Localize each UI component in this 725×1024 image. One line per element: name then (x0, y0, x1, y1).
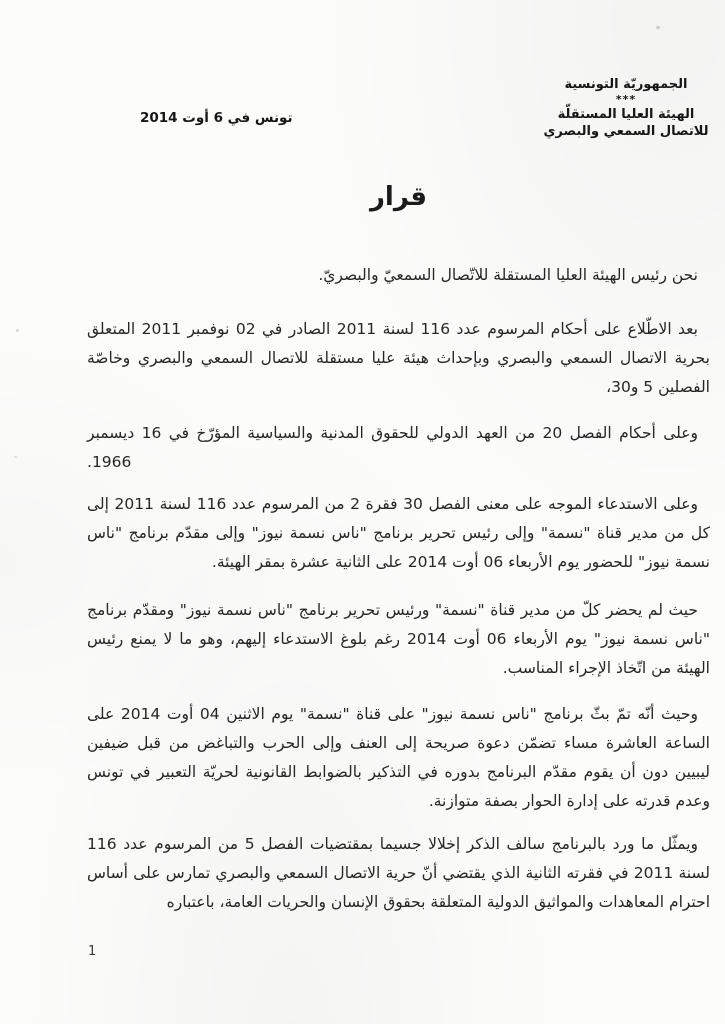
paragraph-covenant-line-1: وعلى أحكام الفصل 20 من العهد الدولي للحقوق المدنية والسياسية المؤرّخ في 16 ديسمبر (87, 424, 698, 442)
scan-speck (14, 456, 17, 458)
scan-speck (656, 26, 660, 29)
paragraph-covenant-line-2: 1966. (87, 453, 132, 471)
paragraph-decree-116: بعد الاطّلاع على أحكام المرسوم عدد 116 لسنة 2011 الصادر في 02 نوفمبر 2011 المتعلق بحرية الاتصال السمعي والبصري وبإحداث هيئة عليا مستقلة للاتصال السمعي والبصري وخاصّة الفصلين 5 و30، (87, 320, 710, 396)
opening-line: نحن رئيس الهيئة العليا المستقلة للاتّصال السمعيّ والبصريّ. (318, 266, 698, 284)
page-number: 1 (88, 944, 97, 959)
letterhead (540, 76, 712, 141)
paragraph-broadcast-violation: وحيث أنّه تمّ بثّ برنامج "ناس نسمة نيوز" على قناة "نسمة" يوم الاثنين 04 أوت 2014 على الساعة العاشرة مساء تضمّن دعوة صريحة إلى العنف وإلى الحرب والتباغض من قبل ضيفين ليبيين دون أن يقوم مقدّم البرنامج بدوره في التذكير بالضوابط القانونية لحريّة التعبير في تونس وعدم قدرته على إدارة الحوار بصفة متوازنة. (87, 705, 710, 810)
paragraph-non-appearance: حيث لم يحضر كلّ من مدير قناة "نسمة" ورئيس تحرير برنامج "ناس نسمة نيوز" ومقدّم برنامج "ناس نسمة نيوز" يوم الأربعاء 06 أوت 2014 رغم بلوغ الاستدعاء إليهم، وهو ما لا يمنع رئيس الهيئة من اتّخاذ الإجراء المناسب. (87, 601, 710, 677)
letterhead-republic: الجمهوريّة التونسية (564, 77, 688, 92)
document-title: قرار (369, 182, 428, 212)
paragraph-summons: وعلى الاستدعاء الموجه على معنى الفصل 30 فقرة 2 من المرسوم عدد 116 لسنة 2011 إلى كل من مدير قناة "نسمة" وإلى رئيس تحرير برنامج "ناس نسمة نيوز" وإلى مقدّم برنامج "ناس نسمة نيوز" للحضور يوم الأربعاء 06 أوت 2014 على الثانية عشرة بمقر الهيئة. (87, 495, 710, 571)
letterhead-authority-line-2: للاتصال السمعي والبصري (543, 124, 709, 139)
scan-speck (16, 329, 19, 332)
paragraph-article-5-breach: ويمثّل ما ورد بالبرنامج سالف الذكر إخلالا جسيما بمقتضيات الفصل 5 من المرسوم عدد 116 لسنة 2011 في فقرته الثانية الذي يقتضي أنّ حرية الاتصال السمعي والبصري تمارس على أساس احترام المعاهدات والمواثيق الدولية المتعلقة بحقوق الإنسان والحريات العامة، باعتباره (87, 835, 711, 911)
letterhead-authority-line-1: الهيئة العليا المستقلّة (557, 106, 695, 122)
place-date-line: تونس في 6 أوت 2014 (140, 110, 293, 126)
letterhead-separator-stars: *** (615, 92, 637, 106)
